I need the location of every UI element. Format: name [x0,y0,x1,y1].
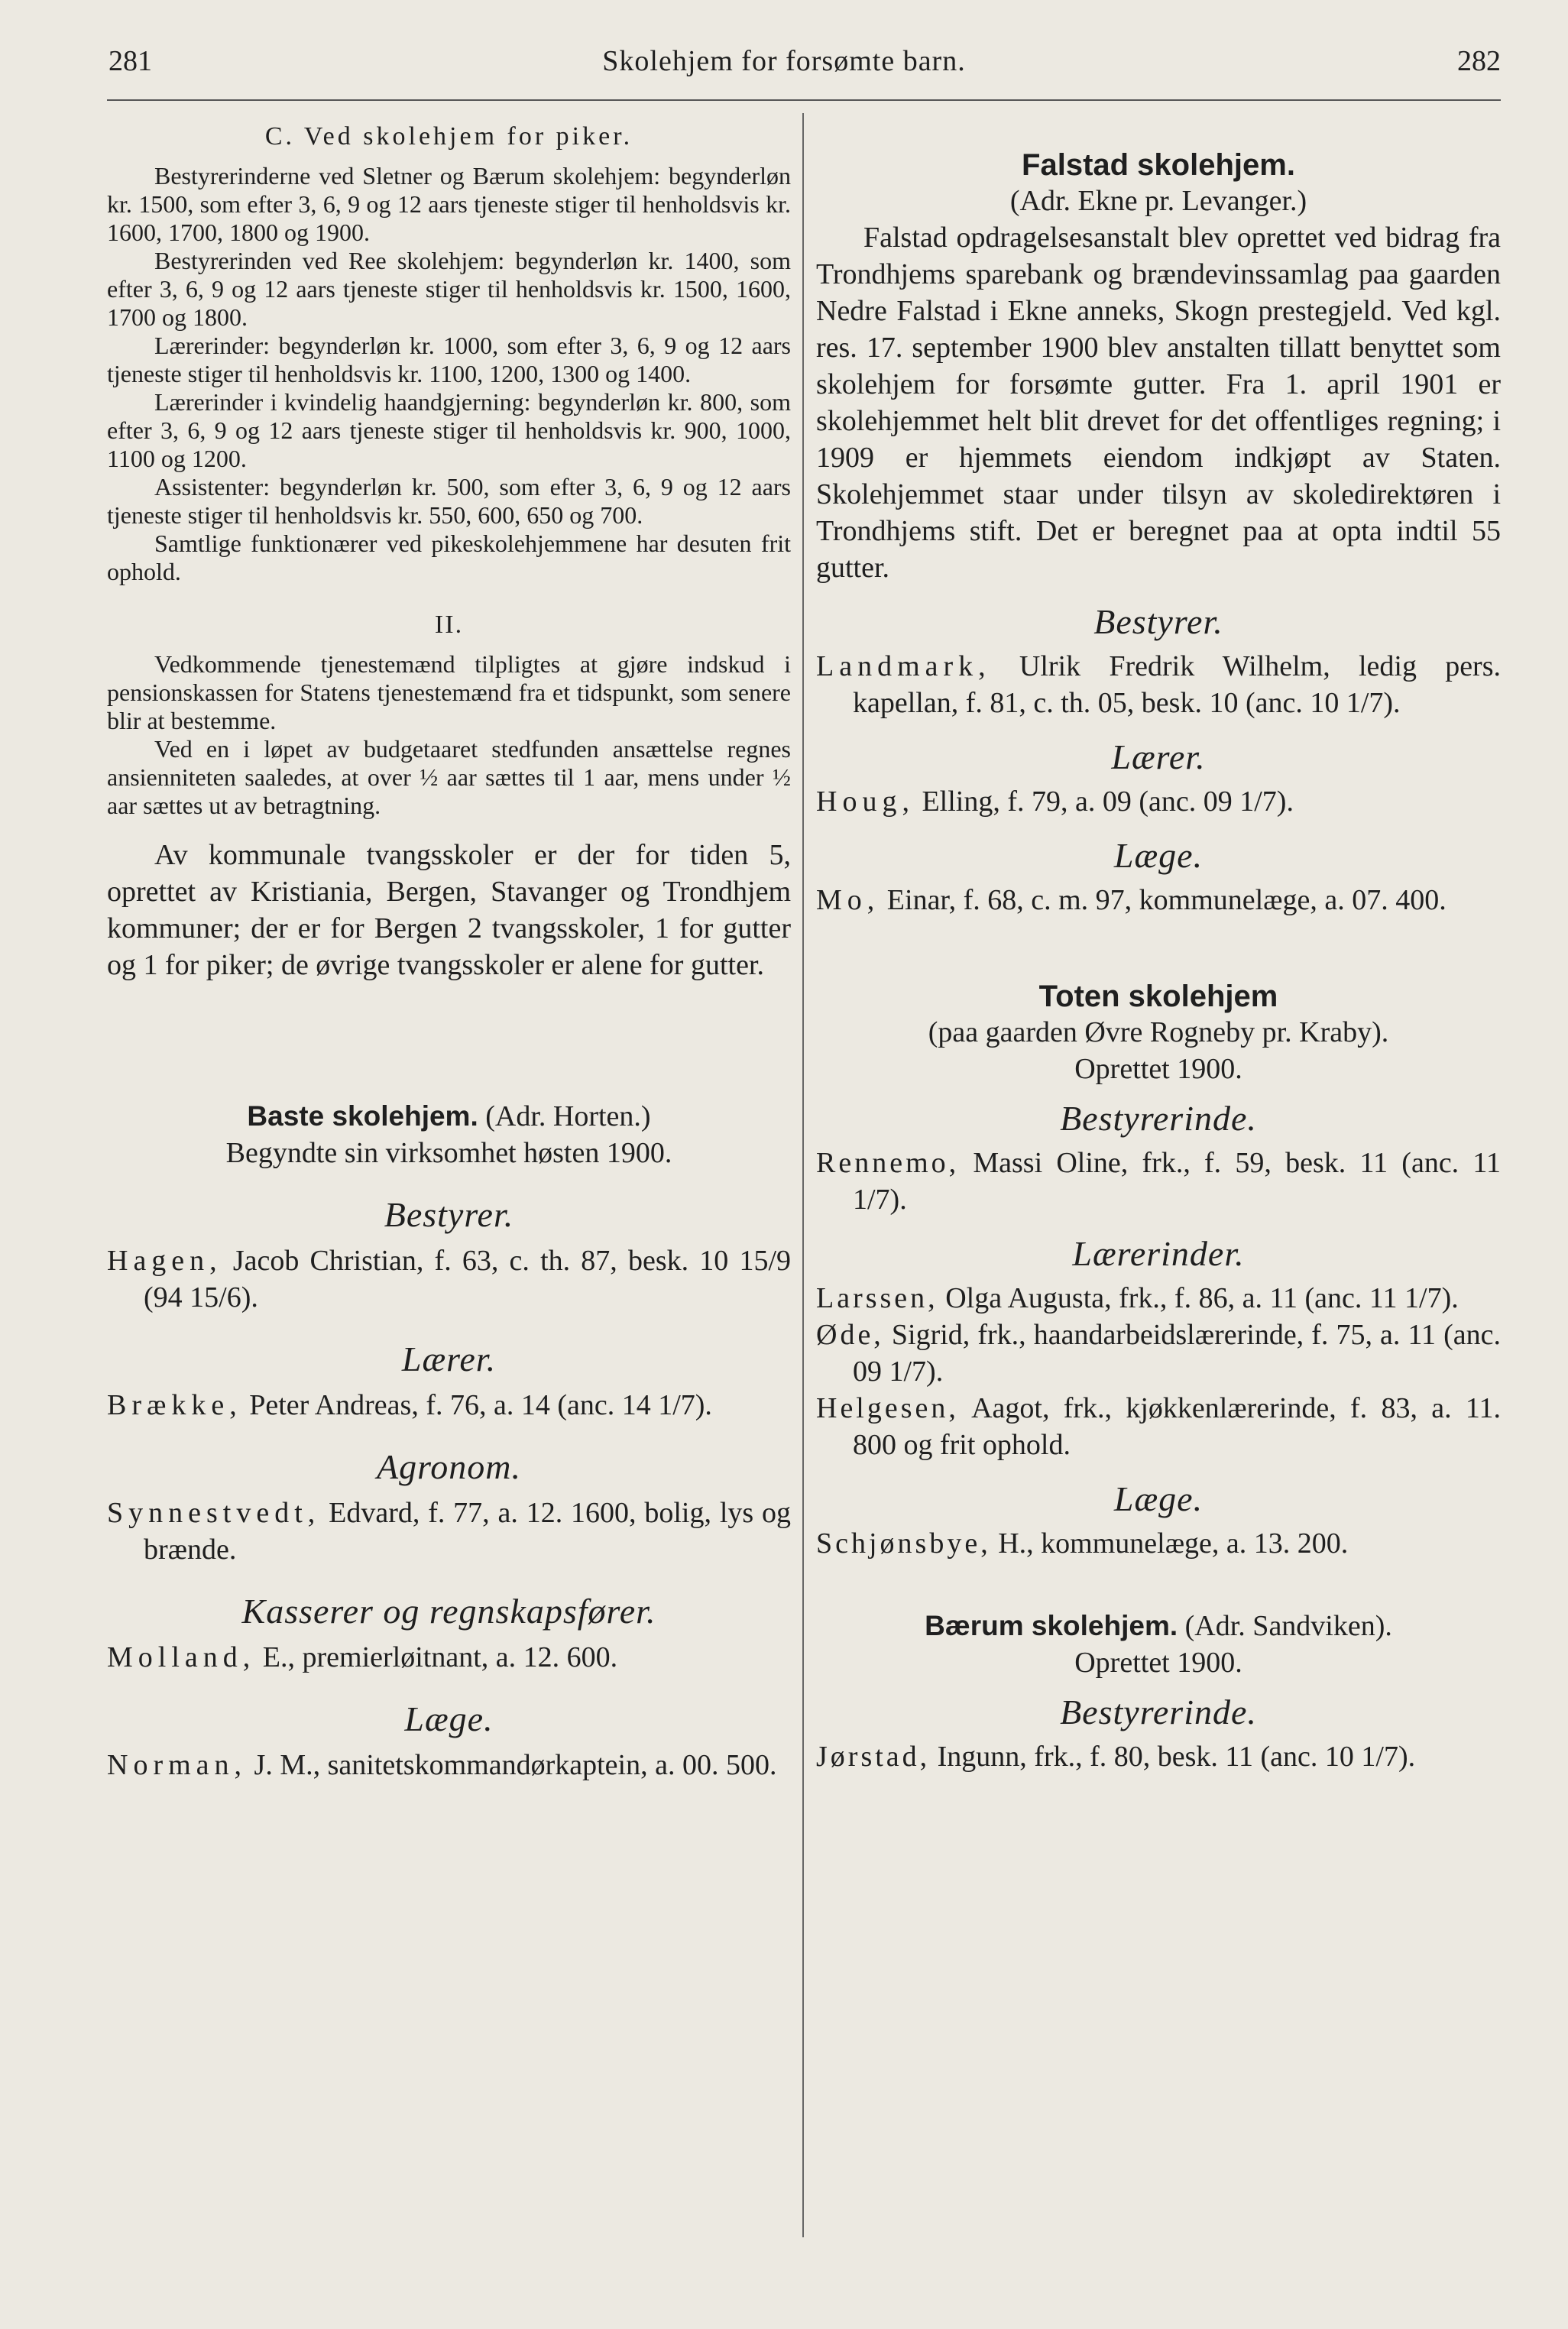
staff-surname: Synnestvedt, [107,1497,321,1529]
baerum-heading [816,1608,1501,1644]
staff-details: Ingunn, frk., f. 80, besk. 11 (anc. 10 1/7). [937,1741,1416,1773]
staff-details: Peter Andreas, f. 76, a. 14 (anc. 14 1/7). [249,1389,712,1421]
staff-surname: Larssen, [816,1282,938,1314]
role-heading-laege: Læge. [1113,1479,1204,1518]
staff-details: H., kommunelæge, a. 13. 200. [998,1527,1349,1560]
role-heading-laererinder: Lærerinder. [1072,1234,1245,1273]
staff-entry [107,1387,791,1424]
staff-details: Sigrid, frk., haandarbeidslærerinde, f. 75, a. 11 (anc. 09 1/7). [853,1319,1501,1388]
right-column [816,122,1501,1775]
institution-name: Bærum skolehjem. [925,1610,1178,1641]
role-heading-laerer: Lærer. [401,1339,497,1378]
left-column [107,122,791,1783]
staff-entry [816,648,1501,721]
staff-details: J. M., sanitetskommandørkaptein, a. 00. 500. [254,1749,777,1781]
page-number-right: 282 [1457,45,1501,77]
page-number-left: 281 [109,45,152,77]
staff-surname: Øde, [816,1319,884,1351]
staff-entry [107,1747,791,1783]
staff-details: Jacob Christian, f. 63, c. th. 87, besk. 10 15/9 (94 15/6). [144,1245,792,1314]
staff-entry [107,1242,791,1316]
staff-details: Einar, f. 68, c. m. 97, kommunelæge, a. 07. 400. [886,884,1447,916]
staff-entry [107,1639,791,1676]
staff-entry [107,1495,791,1568]
staff-surname: Norman, [107,1749,248,1781]
institution-name: Baste skolehjem. [247,1100,478,1132]
institution-place: (paa gaarden Øvre Rogneby pr. Kraby). [928,1016,1389,1048]
paragraph: Assistenter: begynderløn kr. 500, som efter 3, 6, 9 og 12 aars tjeneste stiger til henholdsvis kr. 550, 600, 650 og 700. [107,473,791,529]
staff-entry [816,1525,1501,1562]
role-heading-laerer: Lærer. [1111,737,1206,776]
staff-entry [816,783,1501,820]
staff-surname: Rennemo, [816,1147,960,1179]
staff-surname: Houg, [816,786,915,818]
institution-name: Falstad skolehjem. [1022,148,1295,182]
staff-details: Massi Oline, frk., f. 59, besk. 11 (anc. 11 1/7). [853,1147,1501,1216]
pension-paragraphs [107,650,791,820]
staff-surname: Molland, [107,1641,256,1673]
paragraph: Vedkommende tjenestemænd tilpligtes at gjøre indskud i pensionskassen for Statens tjenestemænd fra et tidspunkt, som senere blir at bestemme. [107,650,791,734]
staff-entry [816,1390,1501,1463]
staff-details: Elling, f. 79, a. 09 (anc. 09 1/7). [922,786,1294,818]
founded: Oprettet 1900. [1074,1053,1242,1085]
role-heading-laege: Læge. [404,1699,494,1738]
role-heading-bestyrerinde: Bestyrerinde. [1060,1692,1257,1731]
section-heading-c: C. Ved skolehjem for piker. [264,122,633,151]
staff-surname: Brække, [107,1389,242,1421]
paragraph: Samtlige funktionærer ved pikeskolehjemmene har desuten frit ophold. [107,530,791,585]
staff-entry [816,1317,1501,1390]
staff-details: E., premierløitnant, a. 12. 600. [262,1641,618,1673]
staff-surname: Landmark, [816,650,991,682]
founded: Oprettet 1900. [1074,1647,1242,1679]
paragraph: Bestyrerinderne ved Sletner og Bærum skolehjem: begynderløn kr. 1500, som efter 3, 6, 9 og 12 aars tjeneste stiger til henholdsvis kr. 1600, 1700, 1800 og 1900. [107,162,791,246]
role-heading-bestyrerinde: Bestyrerinde. [1060,1099,1257,1138]
paragraph: Bestyrerinden ved Ree skolehjem: begynderløn kr. 1400, som efter 3, 6, 9 og 12 aars tjeneste stiger til henholdsvis kr. 1500, 1600, 1700 og 1800. [107,247,791,331]
staff-details: Olga Augusta, frk., f. 86, a. 11 (anc. 11 1/7). [945,1282,1459,1314]
paragraph: Ved en i løpet av budgetaaret stedfunden ansættelse regnes ansienniteten saaledes, at over ½ aar sættes til 1 aar, mens under ½ aar sættes ut av betragtning. [107,735,791,819]
baste-heading [107,1098,791,1135]
baste-begun: Begyndte sin virksomhet høsten 1900. [225,1137,672,1169]
salary-paragraphs [107,162,791,586]
staff-surname: Hagen, [107,1245,222,1277]
role-heading-agronom: Agronom. [376,1447,521,1486]
staff-surname: Helgesen, [816,1392,959,1424]
page-header [0,44,1568,98]
roman-heading: II. [434,611,464,639]
staff-details: Aagot, frk., kjøkkenlærerinde, f. 83, a. 11. 800 og frit ophold. [853,1392,1501,1461]
institution-name: Toten skolehjem [1038,980,1278,1013]
staff-entry [816,882,1501,918]
header-rule [107,99,1501,101]
staff-surname: Mo, [816,884,880,916]
paragraph: Falstad opdragelsesanstalt blev oprettet ved bidrag fra Trondhjems sparebank og brændevinssamlag paa gaarden Nedre Falstad i Ekne anneks, Skogn prestegjeld. Ved kgl. res. 17. september 1900 blev anstalten tillatt benyttet som skolehjem for forsømte gutter. Fra 1. april 1901 er skolehjemmet helt blit drevet for det offentliges regning; i 1909 er hjemmets eiendom indkjøpt av Staten. Skolehjemmet staar under tilsyn av skoledirektøren i Trondhjems stift. Det er beregnet paa at opta indtil 55 gutter. [816,222,1501,584]
staff-surname: Schjønsbye, [816,1527,991,1560]
paragraph: Lærerinder: begynderløn kr. 1000, som efter 3, 6, 9 og 12 aars tjeneste stiger til henholdsvis kr. 1100, 1200, 1300 og 1400. [107,332,791,387]
role-heading-kasserer: Kasserer og regnskapsfører. [241,1592,656,1631]
institution-address: (Adr. Ekne pr. Levanger.) [1009,185,1307,217]
staff-surname: Jørstad, [816,1741,931,1773]
running-title: Skolehjem for forsømte barn. [602,45,966,77]
staff-entry [816,1738,1501,1775]
paragraph: Av kommunale tvangsskoler er der for tiden 5, oprettet av Kristiania, Bergen, Stavanger og Trondhjem kommuner; der er for Bergen 2 tvangsskoler, 1 for gutter og 1 for piker; de øvrige tvangsskoler er alene for gutter. [107,839,791,981]
role-heading-bestyrer: Bestyrer. [384,1195,514,1234]
staff-entry [816,1145,1501,1218]
role-heading-laege: Læge. [1113,836,1204,875]
institution-address: (Adr. Sandviken). [1184,1610,1392,1642]
staff-entry [816,1280,1501,1317]
paragraph: Lærerinder i kvindelig haandgjerning: begynderløn kr. 800, som efter 3, 6, 9 og 12 aars tjeneste stiger til henholdsvis kr. 900, 1000, 1100 og 1200. [107,388,791,472]
tvangsskoler-paragraph [107,837,791,983]
institution-address: (Adr. Horten.) [485,1100,651,1132]
falstad-description [816,219,1501,586]
column-divider [802,113,804,2237]
staff-details: Edvard, f. 77, a. 12. 1600, bolig, lys og brænde. [144,1497,792,1566]
staff-details: Ulrik Fredrik Wilhelm, ledig pers. kapellan, f. 81, c. th. 05, besk. 10 (anc. 10 1/7). [853,650,1502,719]
role-heading-bestyrer: Bestyrer. [1093,602,1223,641]
